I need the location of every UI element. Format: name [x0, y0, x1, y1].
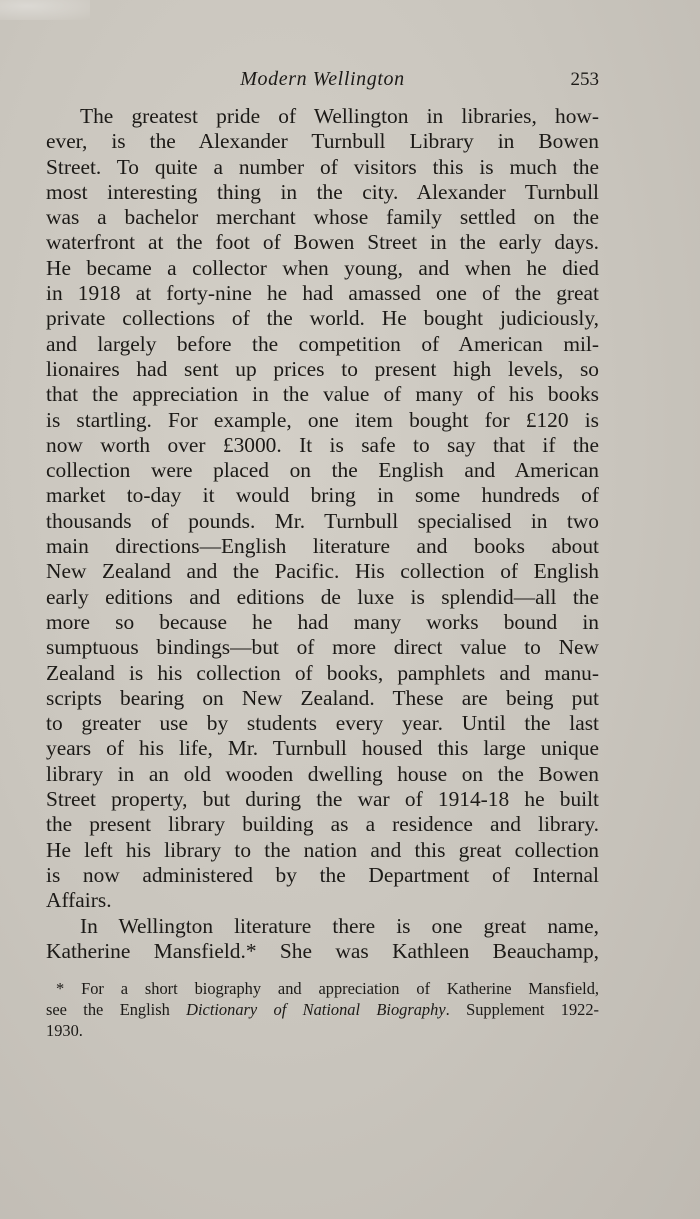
- paragraph-turnbull-library: [46, 104, 599, 914]
- text-line: collection were placed on the English and American: [46, 458, 599, 483]
- text-line: New Zealand and the Pacific. His collection of English: [46, 559, 599, 584]
- footnote-line: * For a short biography and appreciation of Katherine Mansfield,: [56, 979, 599, 998]
- text-line: and largely before the competition of American mil-: [46, 331, 599, 356]
- text-line: market to-day it would bring in some hundreds of: [46, 483, 599, 508]
- running-title: Modern Wellington: [240, 68, 405, 90]
- text-line: that the appreciation in the value of many of his books: [46, 382, 599, 407]
- text-line: lionaires had sent up prices to present high levels, so: [46, 356, 599, 381]
- text-line: more so because he had many works bound in: [46, 609, 599, 634]
- text-line: waterfront at the foot of Bowen Street in the early days.: [46, 230, 599, 255]
- text-line: was a bachelor merchant whose family settled on the: [46, 205, 599, 230]
- text-line: private collections of the world. He bought judiciously,: [46, 306, 599, 331]
- paragraph-literature: [46, 914, 599, 965]
- page-number: 253: [570, 69, 599, 90]
- text-line: In Wellington literature there is one great name,: [80, 913, 599, 938]
- text-line: Zealand is his collection of books, pamphlets and manu-: [46, 660, 599, 685]
- footnote-line: [46, 999, 599, 1020]
- text-line: now worth over £3000. It is safe to say that if the: [46, 432, 599, 457]
- footnote-line: 1930.: [46, 1021, 83, 1040]
- text-line: The greatest pride of Wellington in libraries, how-: [80, 104, 599, 128]
- text-line: He became a collector when young, and when he died: [46, 255, 599, 280]
- text-line: He left his library to the nation and this great collection: [46, 837, 599, 862]
- text-line: Katherine Mansfield.* She was Kathleen Beauchamp,: [46, 938, 599, 963]
- text-line: Street property, but during the war of 1914-18 he built: [46, 787, 599, 812]
- text-line: to greater use by students every year. Until the last: [46, 711, 599, 736]
- text-line: early editions and editions de luxe is splendid—all the: [46, 584, 599, 609]
- footnote: [46, 978, 599, 1041]
- text-line: main directions—English literature and books about: [46, 534, 599, 559]
- running-head: [46, 66, 599, 96]
- text-line: ever, is the Alexander Turnbull Library in Bowen: [46, 129, 599, 154]
- footnote-text: see the English: [46, 1000, 187, 1019]
- text-line: library in an old wooden dwelling house on the Bowen: [46, 761, 599, 786]
- text-line: is startling. For example, one item bought for £120 is: [46, 407, 599, 432]
- text-line: scripts bearing on New Zealand. These are being put: [46, 685, 599, 710]
- body-text: [46, 104, 599, 964]
- paper-smudge: [0, 0, 90, 20]
- text-line: the present library building as a residence and library.: [46, 812, 599, 837]
- text-line: thousands of pounds. Mr. Turnbull specialised in two: [46, 508, 599, 533]
- text-line: Street. To quite a number of visitors this is much the: [46, 154, 599, 179]
- footnote-text: . Supplement 1922-: [445, 1000, 599, 1019]
- text-line: is now administered by the Department of Internal: [46, 862, 599, 887]
- text-line: in 1918 at forty-nine he had amassed one of the great: [46, 281, 599, 306]
- text-line: most interesting thing in the city. Alexander Turnbull: [46, 179, 599, 204]
- text-line: years of his life, Mr. Turnbull housed this large unique: [46, 736, 599, 761]
- footnote-book-title: Dictionary of National Biography: [186, 1000, 446, 1019]
- text-line: Affairs.: [46, 888, 112, 913]
- text-line: sumptuous bindings—but of more direct value to New: [46, 635, 599, 660]
